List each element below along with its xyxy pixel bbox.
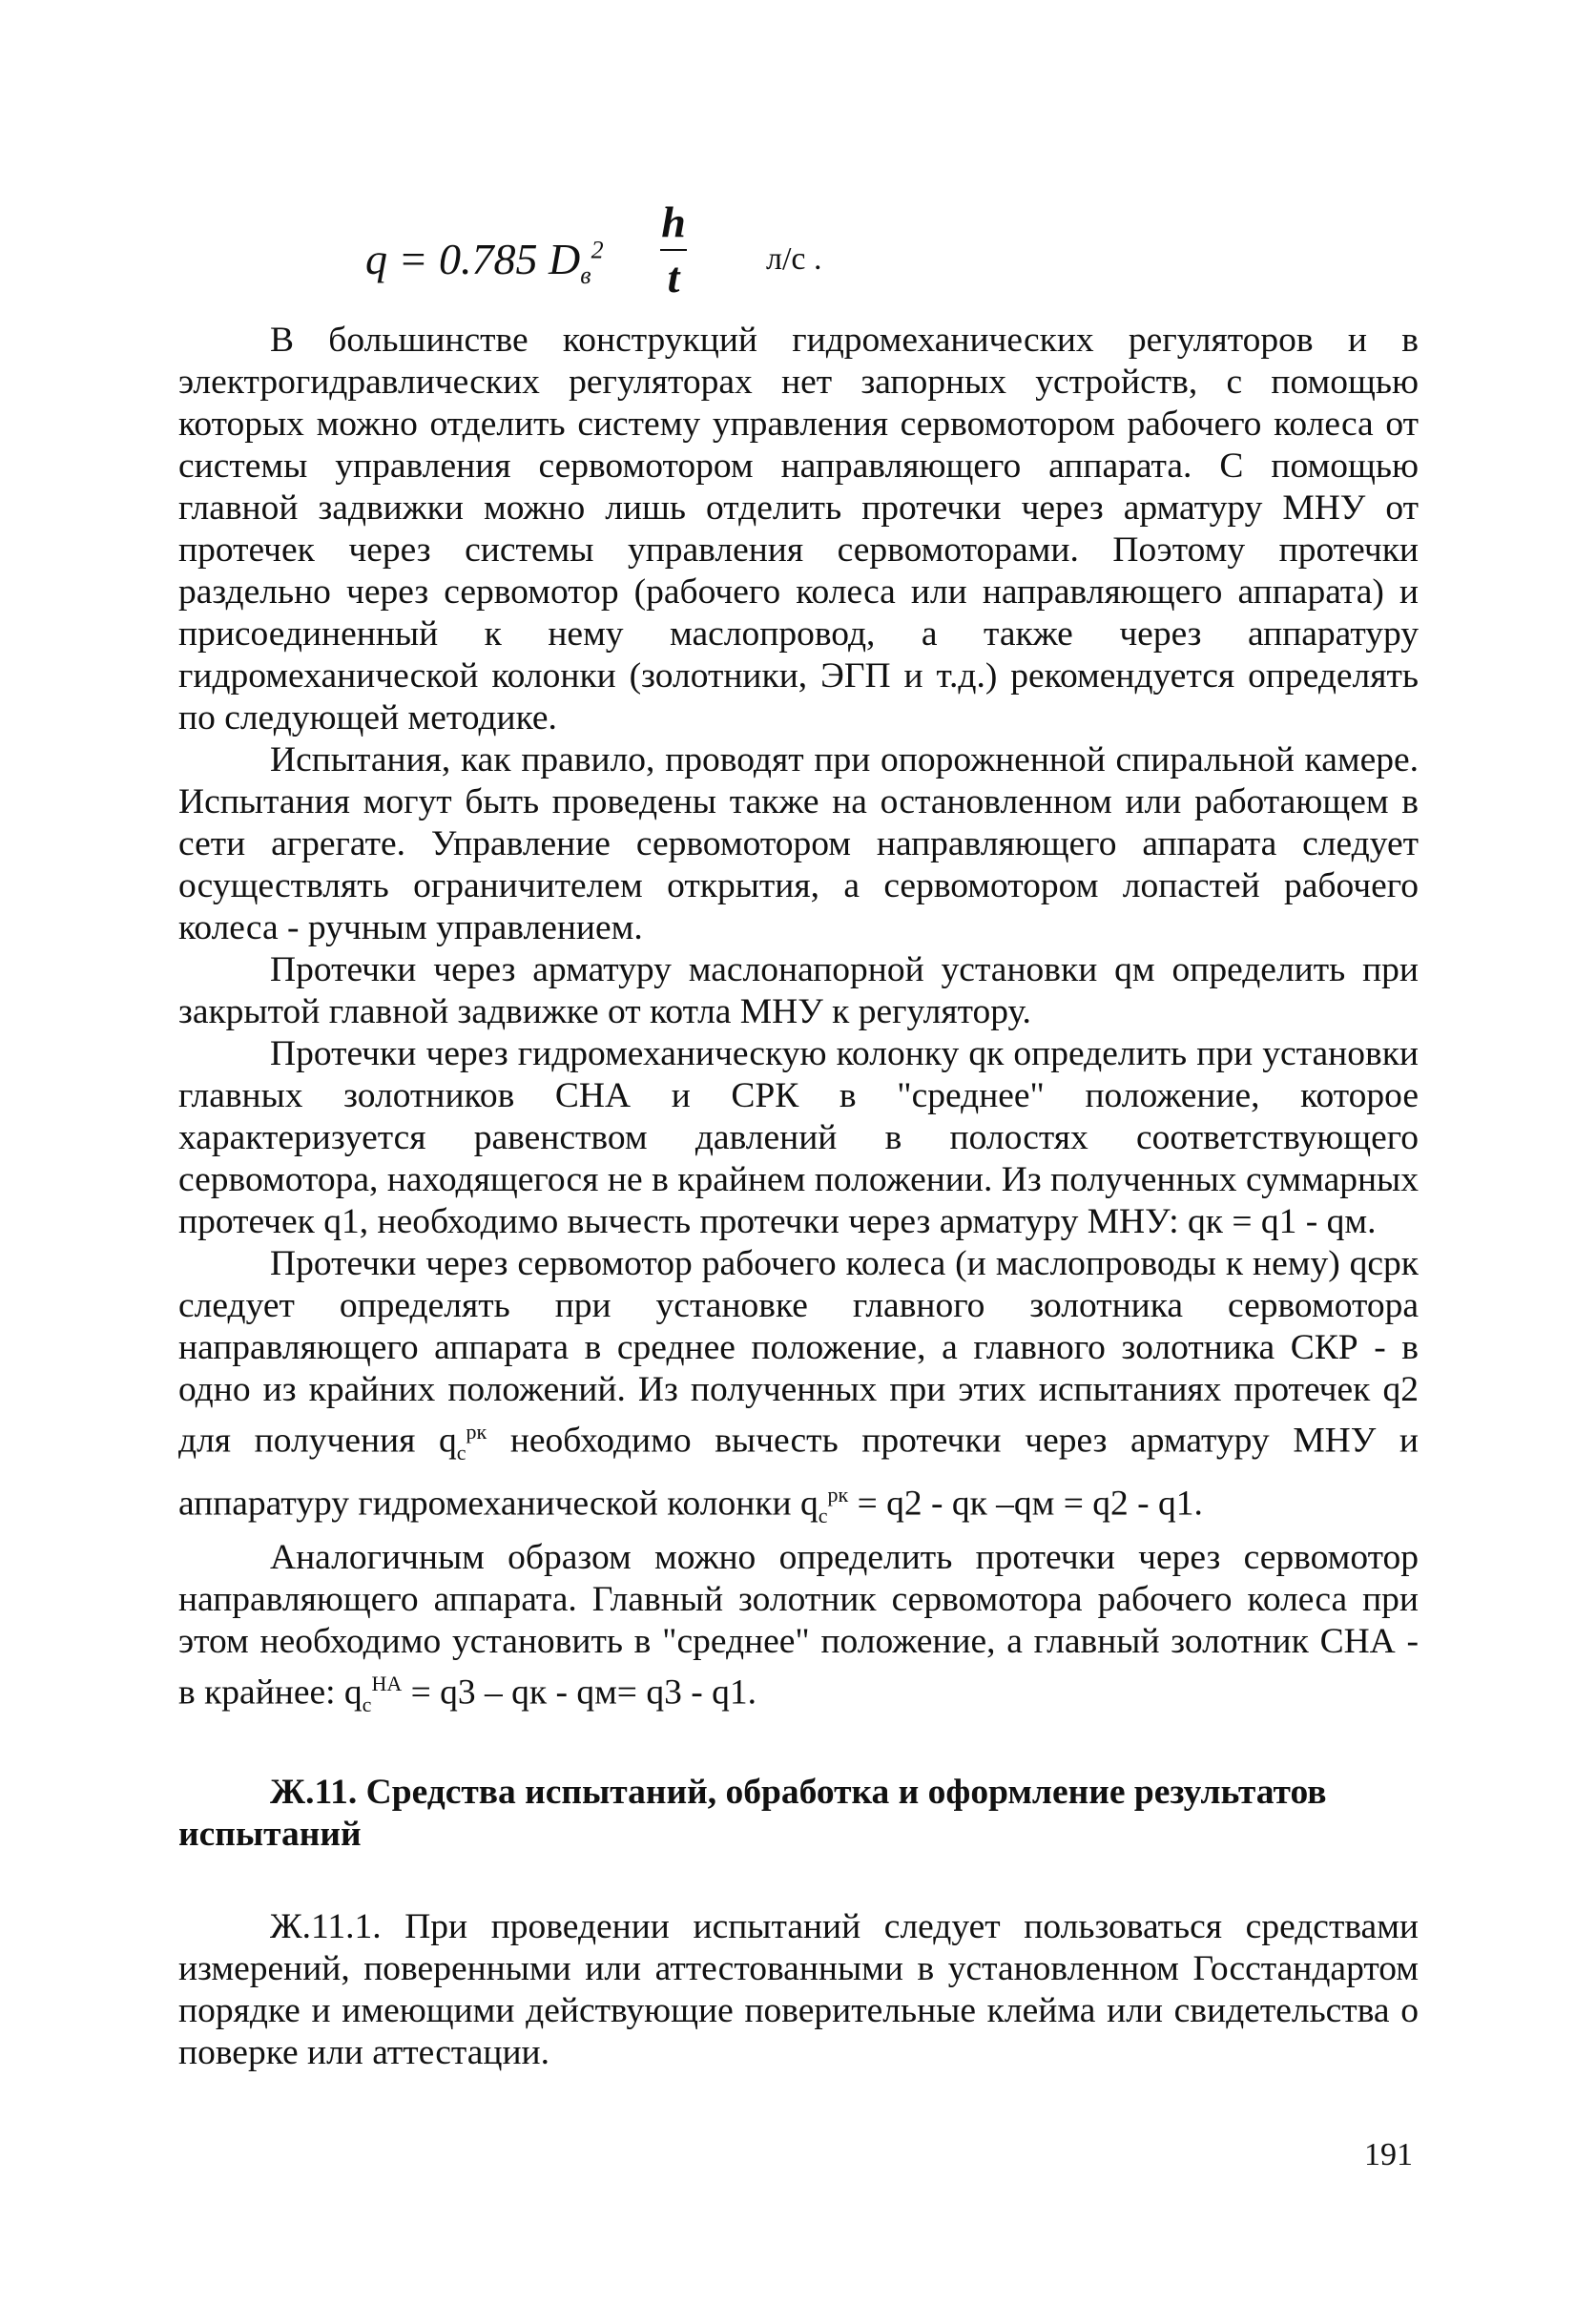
formula-numerator: h — [661, 197, 686, 246]
page-number: 191 — [1364, 2137, 1413, 2172]
paragraph-2: Испытания, как правило, проводят при опорожненной спиральной камере. Испытания могут быть проведены также на остановленном или работающем в сети агрегате. Управление сервомотором направляющего аппарата следует осуществлять ограничителем открытия, а сервомотором лопастей рабочего колеса - ручным управлением. — [178, 740, 1419, 947]
section-heading: Ж.11. Средства испытаний, обработка и оформление результатов испытаний — [178, 1773, 1327, 1854]
formula-fraction — [656, 196, 691, 304]
formula-subscript: в — [580, 261, 591, 290]
subscript: c — [362, 1693, 372, 1716]
superscript: рк — [827, 1483, 849, 1506]
formula — [365, 196, 861, 329]
subscript: c — [456, 1441, 466, 1465]
formula-superscript: 2 — [591, 236, 604, 264]
paragraph-3: Протечки через арматуру маслонапорной установки qм определить при закрытой главной задвижке от котла МНУ к регулятору. — [178, 950, 1419, 1031]
body-text — [178, 320, 1419, 1726]
paragraph-4: Протечки через гидромеханическую колонку qк определить при установки главных золотников СНА и СРК в "среднее" положение, которое характеризуется равенством давлений в полостях соответствующего сервомотора, находящегося не в крайнем положении. Из полученных суммарных протечек q1, необходимо вычесть протечки через арматуру МНУ: qк = q1 - qм. — [178, 1034, 1419, 1241]
paragraph-6: Аналогичным образом можно определить протечки через сервомотор направляющего аппарата. Главный золотник сервомотора рабочего колеса при этом необходимо установить в "среднее" положение, а главный золотник СНА - в крайнее: $q_c^{НА} = q3$ – qк - qм= q3 - q1. — [178, 1538, 1419, 1716]
paragraph-final: Ж.11.1. При проведении испытаний следует пользоваться средствами измерений, поверенными или аттестованными в установленном Госстандартом порядке и имеющими действующие поверительные клейма или свидетельства о поверке или аттестации. — [178, 1907, 1419, 2072]
superscript: НА — [371, 1672, 403, 1695]
formula-denominator: t — [667, 253, 680, 301]
subscript: c — [818, 1504, 828, 1527]
paragraph-5: Протечки через сервомотор рабочего колеса (и маслопроводы к нему) qсрк следует определять при установке главного золотника сервомотора направляющего аппарата в среднее положение, а главного золотника СКР - в одно из крайних положений. Из полученных при этих испытаниях протечек q2 для получения $q_c^{рк}$ необходимо вычесть протечки через арматуру МНУ и аппаратуру гидромеханической колонки $q_c^{рк} = q2$ - qк –qм = q2 - q1. — [178, 1244, 1419, 1527]
paragraph-1: В большинстве конструкций гидромеханических регуляторов и в электрогидравлических регуляторах нет запорных устройств, с помощью которых можно отделить систему управления сервомотором рабочего колеса от системы управления сервомотором направляющего аппарата. С помощью главной задвижки можно лишь отделить протечки через арматуру МНУ от протечек через системы управления сервомоторами. Поэтому протечки раздельно через сервомотор (рабочего колеса или направляющего аппарата) и присоединенный к нему маслопровод, а также через аппаратуру гидромеханической колонки (золотники, ЭГП и т.д.) рекомендуется определять по следующей методике. — [178, 321, 1419, 738]
superscript: рк — [466, 1420, 487, 1444]
formula-lhs: q = 0.785 $D_в^2$ — [365, 235, 604, 290]
formula-unit: л/с . — [766, 241, 822, 277]
